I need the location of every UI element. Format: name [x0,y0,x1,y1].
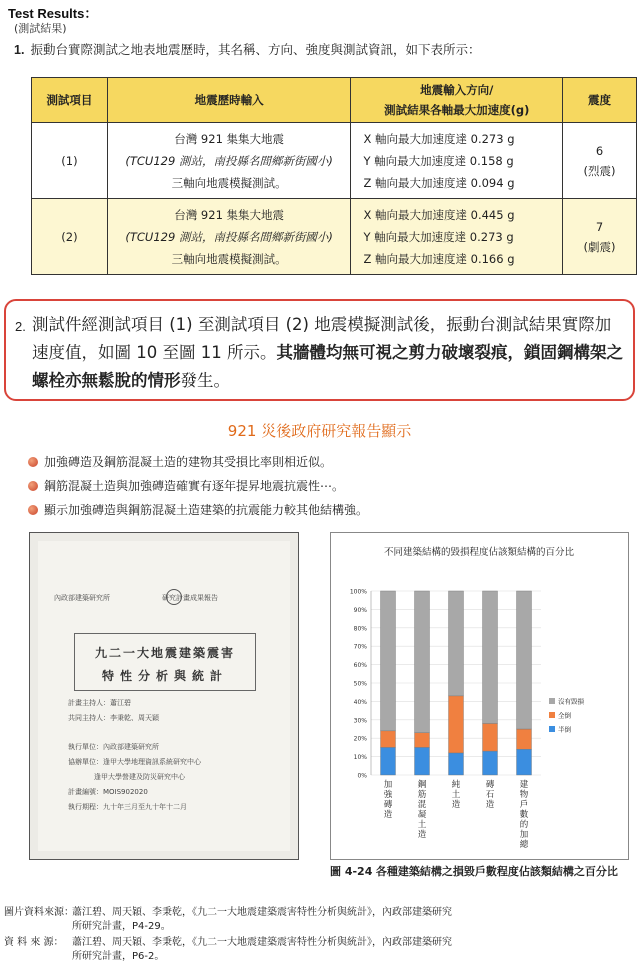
x-category-label: 磚石造 [485,780,495,810]
references [4,906,452,966]
acc-y: Y 軸向最大加速度達 0.158 g [363,153,514,168]
y-tick-label: 100% [349,588,367,596]
row-intensity [563,199,637,275]
stacked-bar-chart [330,532,629,860]
header-quake-input: 地震歷時輸入 [107,78,351,123]
bar-segment-沒有毀損 [517,591,532,729]
intensity-level: 6 [595,143,604,158]
reference-text: 蕭江碧、周天穎、李秉乾，《九二一大地震建築震害特性分析與統計》，內政部建築研究 [72,907,452,918]
bar-segment-沒有毀損 [483,591,498,723]
header-direction-line1: 地震輸入方向/ [420,83,494,97]
bar-segment-全倒 [415,733,430,748]
reference-item [4,906,452,934]
bullet-icon [28,481,38,491]
row-acceleration [351,199,563,275]
item-1-number: 1. [14,43,25,57]
highlight-box [4,299,635,401]
table-header-row [32,78,637,123]
cover-line: 協辦單位：逢甲大學地理資訊系統研究中心 [68,758,201,766]
cover-org: 內政部建築研究所 [54,594,110,602]
y-tick-label: 10% [353,754,367,762]
y-tick-label: 70% [353,643,367,651]
bullet-text: 顯示加強磚造與鋼筋混凝土造建築的抗震能力較其他結構強。 [44,503,369,517]
y-tick-label: 80% [353,625,367,633]
x-category-label: 鋼筋混凝土造 [417,780,427,840]
header-direction-line2: 測試結果各軸最大加速度(g) [384,103,530,117]
item-2-end: 發生。 [180,371,230,390]
intensity-name: (劇震) [583,239,616,254]
y-tick-label: 60% [353,662,367,670]
y-tick-label: 50% [353,680,367,688]
legend-label: 半倒 [558,725,571,734]
y-tick-label: 0% [357,772,367,780]
row-intensity [563,123,637,199]
row-id: (1) [32,123,108,199]
y-tick-label: 30% [353,717,367,725]
quake-name: 台灣 921 集集大地震 [174,207,285,222]
page-heading: Test Results： [8,6,98,21]
cover-title-line1: 九二一大地震建築震害 [94,646,235,660]
quake-test: 三軸向地震模擬測試。 [171,175,287,190]
item-2-number: 2. [15,319,26,334]
reference-cont: 所研究計畫，P4-29。 [72,921,171,932]
intensity-name: (烈震) [583,163,616,178]
item-2-bold-text: 其牆體均無可視之剪力破壞裂痕，鎖固鋼構架之螺栓亦無鬆脫的情形 [32,343,623,390]
page-subheading: (測試結果) [14,22,67,35]
bar-segment-全倒 [449,696,464,753]
reference-text: 蕭江碧、周天穎、李秉乾，《九二一大地震建築震害特性分析與統計》，內政部建築研究 [72,937,452,948]
cover-title-line2: 特性分析與統計 [101,669,228,683]
report-title: 921 災後政府研究報告顯示 [227,422,412,440]
legend-swatch [549,726,555,732]
table-row [32,199,637,275]
header-intensity: 震度 [563,78,637,123]
x-category-label: 建物戶數的加總 [519,780,529,850]
bullet-icon [28,457,38,467]
header-direction [351,78,563,123]
legend-label: 全倒 [558,711,571,720]
chart-svg [331,533,628,859]
row-id: (2) [32,199,108,275]
reference-item [4,936,452,964]
cover-line: 計畫主持人：蕭江碧 [68,699,131,707]
legend-swatch [549,698,555,704]
bar-segment-半倒 [517,749,532,775]
caption-figure-number: 圖 4-24 [330,865,373,878]
cover-line: 共同主持人：李秉乾、周天穎 [68,714,159,722]
acc-x: X 軸向最大加速度達 0.273 g [363,131,515,146]
list-item [28,500,368,524]
bar-segment-半倒 [415,747,430,775]
item-1-text: 振動台實際測試之地表地震歷時，其名稱、方向、強度與測試資訊，如下表所示： [30,42,481,57]
bullet-text: 鋼筋混凝土造與加強磚造確實有逐年提昇地震抗震性⋯。 [44,479,345,493]
figure-caption [330,864,618,879]
bar-segment-半倒 [483,751,498,775]
bar-segment-半倒 [449,753,464,775]
acc-z: Z 軸向最大加速度達 0.166 g [363,251,515,266]
bullet-icon [28,505,38,515]
cover-info [68,696,201,815]
item-2-text: 測試件經測試項目 (1) 至測試項目 (2) 地震模擬測試後，振動台測試結果實際加速度值，如圖 10 至圖 11 所示。 [32,315,612,362]
bar-segment-全倒 [381,731,396,748]
quake-station: (TCU129 測站，南投縣名間鄉新街國小) [125,229,333,244]
acc-y: Y 軸向最大加速度達 0.273 g [363,229,514,244]
cover-line: 執行單位：內政部建築研究所 [68,743,159,751]
bar-segment-半倒 [381,747,396,775]
y-tick-label: 20% [353,735,367,743]
acc-x: X 軸向最大加速度達 0.445 g [363,207,515,222]
bar-segment-沒有毀損 [381,591,396,731]
bullet-list [28,452,368,524]
caption-text: 各種建築結構之損毀戶數程度佔該類結構之百分比 [375,865,618,878]
y-tick-label: 90% [353,606,367,614]
legend-label: 沒有毀損 [558,697,584,706]
emblem-icon [166,589,182,605]
reference-cont: 所研究計畫，P6-2。 [72,951,165,962]
results-table [31,77,637,275]
intensity-level: 7 [595,219,604,234]
legend-swatch [549,712,555,718]
row-quake [107,123,351,199]
y-tick-label: 40% [353,698,367,706]
quake-station: (TCU129 測站，南投縣名間鄉新街國小) [125,153,333,168]
row-quake [107,199,351,275]
list-item [28,452,368,476]
x-category-label: 加強磚造 [383,780,393,820]
acc-z: Z 軸向最大加速度達 0.094 g [363,175,515,190]
quake-name: 台灣 921 集集大地震 [174,131,285,146]
header-test-item: 測試項目 [32,78,108,123]
bar-segment-沒有毀損 [415,591,430,733]
bar-segment-全倒 [517,729,532,749]
quake-test: 三軸向地震模擬測試。 [171,251,287,266]
cover-series: 研究計畫成果報告 [162,594,218,602]
bar-segment-全倒 [483,723,498,751]
cover-line: 逢甲大學營建及防災研究中心 [94,773,185,781]
cover-page [38,541,290,851]
cover-title-box [74,633,256,691]
list-item [28,476,368,500]
row-acceleration [351,123,563,199]
item-1 [14,40,480,58]
reference-label: 圖片資料來源： [4,907,74,918]
reference-label: 資 料 來 源： [4,937,64,948]
x-category-label: 純土造 [451,780,461,810]
table-row [32,123,637,199]
chart-title: 不同建築結構的毀損程度佔該類結構的百分比 [383,547,575,558]
bullet-text: 加強磚造及鋼筋混凝土造的建物其受損比率則相近似。 [44,455,333,469]
bar-segment-沒有毀損 [449,591,464,696]
cover-line: 計畫編號：MOIS902020 [68,788,148,796]
report-cover-image [29,532,299,860]
cover-header [54,593,218,603]
cover-line: 執行期程：九十年三月至九十年十二月 [68,803,187,811]
